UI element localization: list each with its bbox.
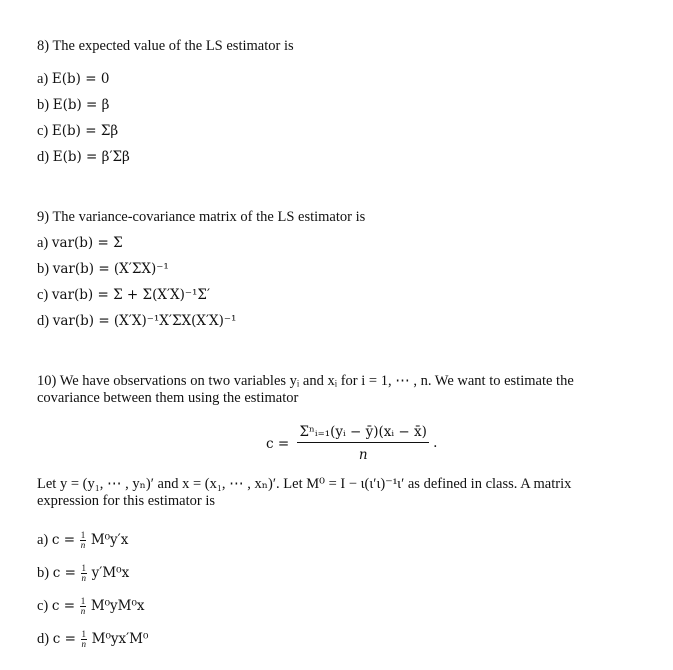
q10-option-a — [37, 531, 128, 550]
question-8-title: 8) The expected value of the LS estimator is — [37, 38, 294, 54]
option-expression: M⁰yM⁰x — [90, 597, 145, 614]
q9-option-c — [37, 287, 210, 304]
option-label: a) — [37, 531, 49, 548]
q8-option-c — [37, 123, 118, 140]
option-expression: E(b) = β — [52, 97, 110, 113]
estimator-denominator: n — [358, 447, 368, 463]
option-expression: E(b) = Σβ — [51, 123, 119, 139]
one-over-n-fraction — [80, 597, 87, 616]
question-10-let-line2: expression for this estimator is — [37, 493, 216, 509]
fraction-numerator: 1 — [80, 530, 86, 540]
question-10-intro-line1: 10) We have observations on two variables yᵢ and xᵢ for i = 1, ⋯ , n. We want to estimate the — [37, 373, 574, 389]
estimator-lhs: c = — [266, 435, 290, 452]
option-expression: E(b) = 0 — [51, 71, 110, 87]
option-expression: var(b) = (X′ΣX)⁻¹ — [52, 261, 169, 277]
q10-option-b — [37, 564, 129, 583]
option-label: d) — [37, 630, 50, 647]
q8-option-d — [37, 149, 130, 166]
fraction-denominator: n — [80, 606, 86, 616]
option-lhs: c = — [51, 531, 76, 548]
one-over-n-fraction — [80, 531, 87, 550]
option-label: a) — [37, 71, 49, 87]
q9-option-a — [37, 235, 123, 252]
option-label: a) — [37, 235, 49, 251]
option-expression: E(b) = β′Σβ — [52, 149, 130, 165]
fraction-denominator: n — [81, 639, 87, 649]
estimator-formula — [266, 424, 437, 463]
estimator-numerator: Σⁿᵢ₌₁(yᵢ − ȳ)(xᵢ − x̄) — [297, 424, 428, 443]
question-9-title: 9) The variance-covariance matrix of the LS estimator is — [37, 209, 366, 225]
option-expression: M⁰y′x — [90, 531, 129, 548]
one-over-n-fraction — [81, 630, 88, 649]
option-lhs: c = — [52, 564, 76, 581]
option-label: c) — [37, 287, 49, 303]
fraction-numerator: 1 — [81, 563, 87, 573]
option-expression: M⁰yx′M⁰ — [91, 630, 149, 647]
q9-option-d — [37, 313, 236, 330]
option-label: b) — [37, 261, 50, 277]
question-10-let-line1: Let y = (y₁, ⋯ , yₙ)′ and x = (x₁, ⋯ , xₙ)′. Let M⁰ = I − ι(ι′ι)⁻¹ι′ as defined in class. A matrix — [37, 476, 572, 492]
fraction-numerator: 1 — [81, 629, 87, 639]
option-expression: var(b) = Σ + Σ(X′X)⁻¹Σ′ — [51, 287, 211, 303]
q10-option-d — [37, 630, 148, 649]
fraction-numerator: 1 — [80, 596, 86, 606]
question-10-intro-line2: covariance between them using the estimator — [37, 390, 299, 406]
option-expression: var(b) = Σ — [51, 235, 123, 251]
estimator-period: . — [433, 435, 438, 451]
option-label: c) — [37, 123, 49, 139]
option-label: b) — [37, 564, 50, 581]
estimator-fraction — [297, 424, 428, 463]
fraction-denominator: n — [81, 573, 87, 583]
q10-option-c — [37, 597, 145, 616]
option-label: d) — [37, 149, 50, 165]
q9-option-b — [37, 261, 169, 278]
fraction-denominator: n — [80, 540, 86, 550]
option-label: d) — [37, 313, 50, 329]
option-expression: y′M⁰x — [91, 564, 130, 581]
option-lhs: c = — [51, 597, 76, 614]
one-over-n-fraction — [81, 564, 88, 583]
q8-option-a — [37, 71, 109, 88]
option-expression: var(b) = (X′X)⁻¹X′ΣX(X′X)⁻¹ — [52, 313, 237, 329]
q8-option-b — [37, 97, 109, 114]
option-label: b) — [37, 97, 50, 113]
option-label: c) — [37, 597, 49, 614]
option-lhs: c = — [52, 630, 76, 647]
